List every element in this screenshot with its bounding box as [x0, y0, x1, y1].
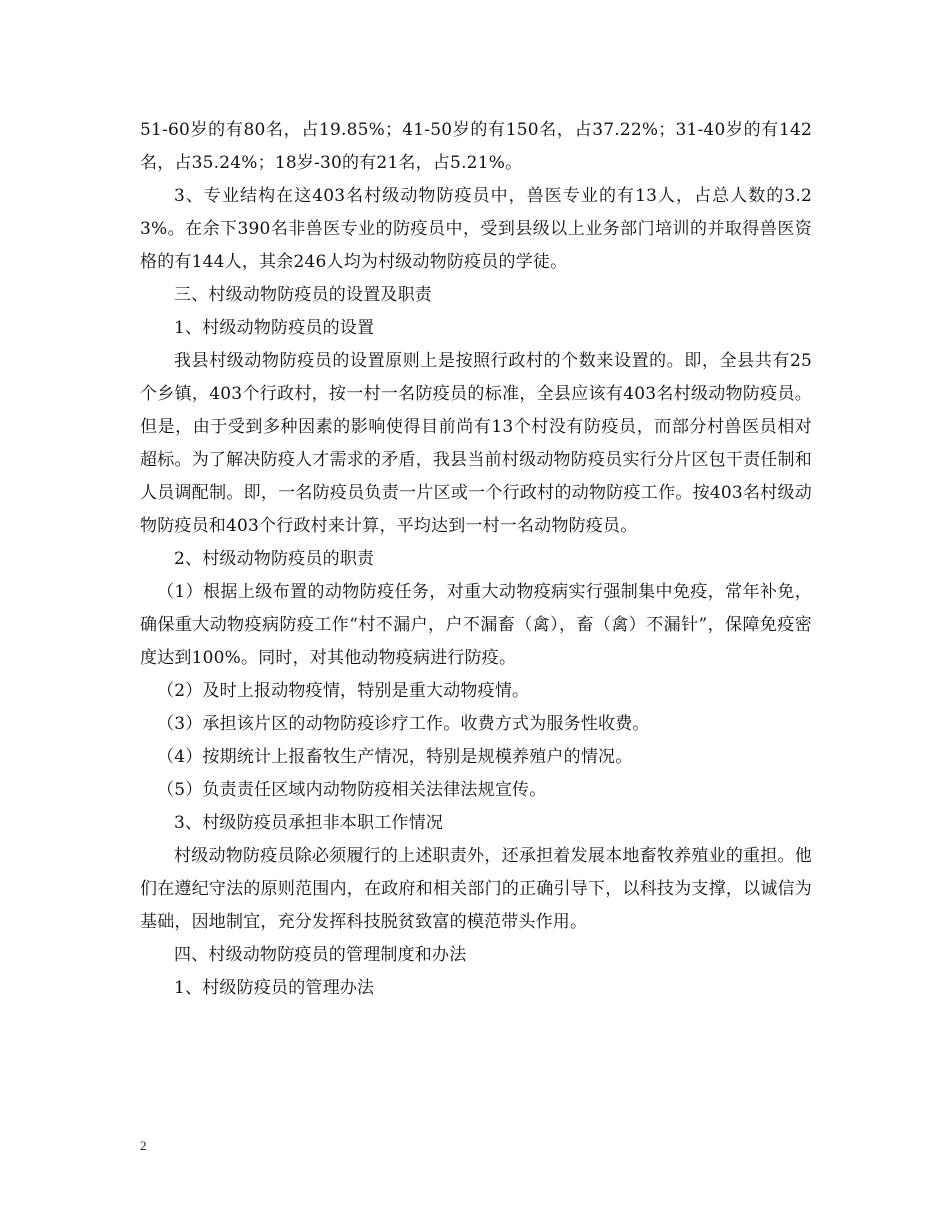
heading-section-3: 三、村级动物防疫员的设置及职责	[174, 285, 432, 305]
heading-extra-duties: 3、村级防疫员承担非本职工作情况	[174, 813, 444, 833]
heading-management: 1、村级防疫员的管理办法	[174, 978, 375, 998]
paragraph-professional-structure: 3、专业结构在这403名村级动物防疫员中，兽医专业的有13人，占总人数的3.23%。在余下390名非兽医专业的防疫员中，受到县级以上业务部门培训的并取得兽医资格的有144人，其余246人均为村级动物防疫员的学徒。	[140, 186, 812, 272]
document-body	[140, 114, 812, 1005]
page-number: 2	[140, 1138, 147, 1153]
duty-item-4: （4）按期统计上报畜牧生产情况，特别是规模养殖户的情况。	[157, 747, 633, 767]
paragraph-extra-duties: 村级动物防疫员除必须履行的上述职责外，还承担着发展本地畜牧养殖业的重担。他们在遵纪守法的原则范围内，在政府和相关部门的正确引导下，以科技为支撑，以诚信为基础，因地制宜，充分发挥科技脱贫致富的模范带头作用。	[140, 846, 812, 932]
heading-duties: 2、村级动物防疫员的职责	[174, 549, 375, 569]
duty-item-3: （3）承担该片区的动物防疫诊疗工作。收费方式为服务性收费。	[157, 714, 650, 734]
paragraph-age-distribution: 51-60岁的有80名，占19.85%；41-50岁的有150名，占37.22%；31-40岁的有142名，占35.24%；18岁-30的有21名，占5.21%。	[140, 120, 812, 173]
heading-section-4: 四、村级动物防疫员的管理制度和办法	[174, 945, 467, 965]
duty-item-5: （5）负责责任区域内动物防疫相关法律法规宣传。	[157, 780, 547, 800]
heading-setup: 1、村级动物防疫员的设置	[174, 318, 375, 338]
duty-item-1: （1）根据上级布置的动物防疫任务，对重大动物疫病实行强制集中免疫，常年补免，确保重大动物疫病防疫工作“村不漏户，户不漏畜（禽），畜（禽）不漏针”，保障免疫密度达到100%。同时，对其他动物疫病进行防疫。	[140, 582, 812, 668]
duty-item-2: （2）及时上报动物疫情，特别是重大动物疫情。	[157, 681, 530, 701]
paragraph-setup-detail: 我县村级动物防疫员的设置原则上是按照行政村的个数来设置的。即，全县共有25个乡镇，403个行政村，按一村一名防疫员的标准，全县应该有403名村级动物防疫员。但是，由于受到多种因素的影响使得目前尚有13个村没有防疫员，而部分村兽医员相对超标。为了解决防疫人才需求的矛盾，我县当前村级动物防疫员实行分片区包干责任制和人员调配制。即，一名防疫员负责一片区或一个行政村的动物防疫工作。按403名村级动物防疫员和403个行政村来计算，平均达到一村一名动物防疫员。	[140, 351, 812, 536]
